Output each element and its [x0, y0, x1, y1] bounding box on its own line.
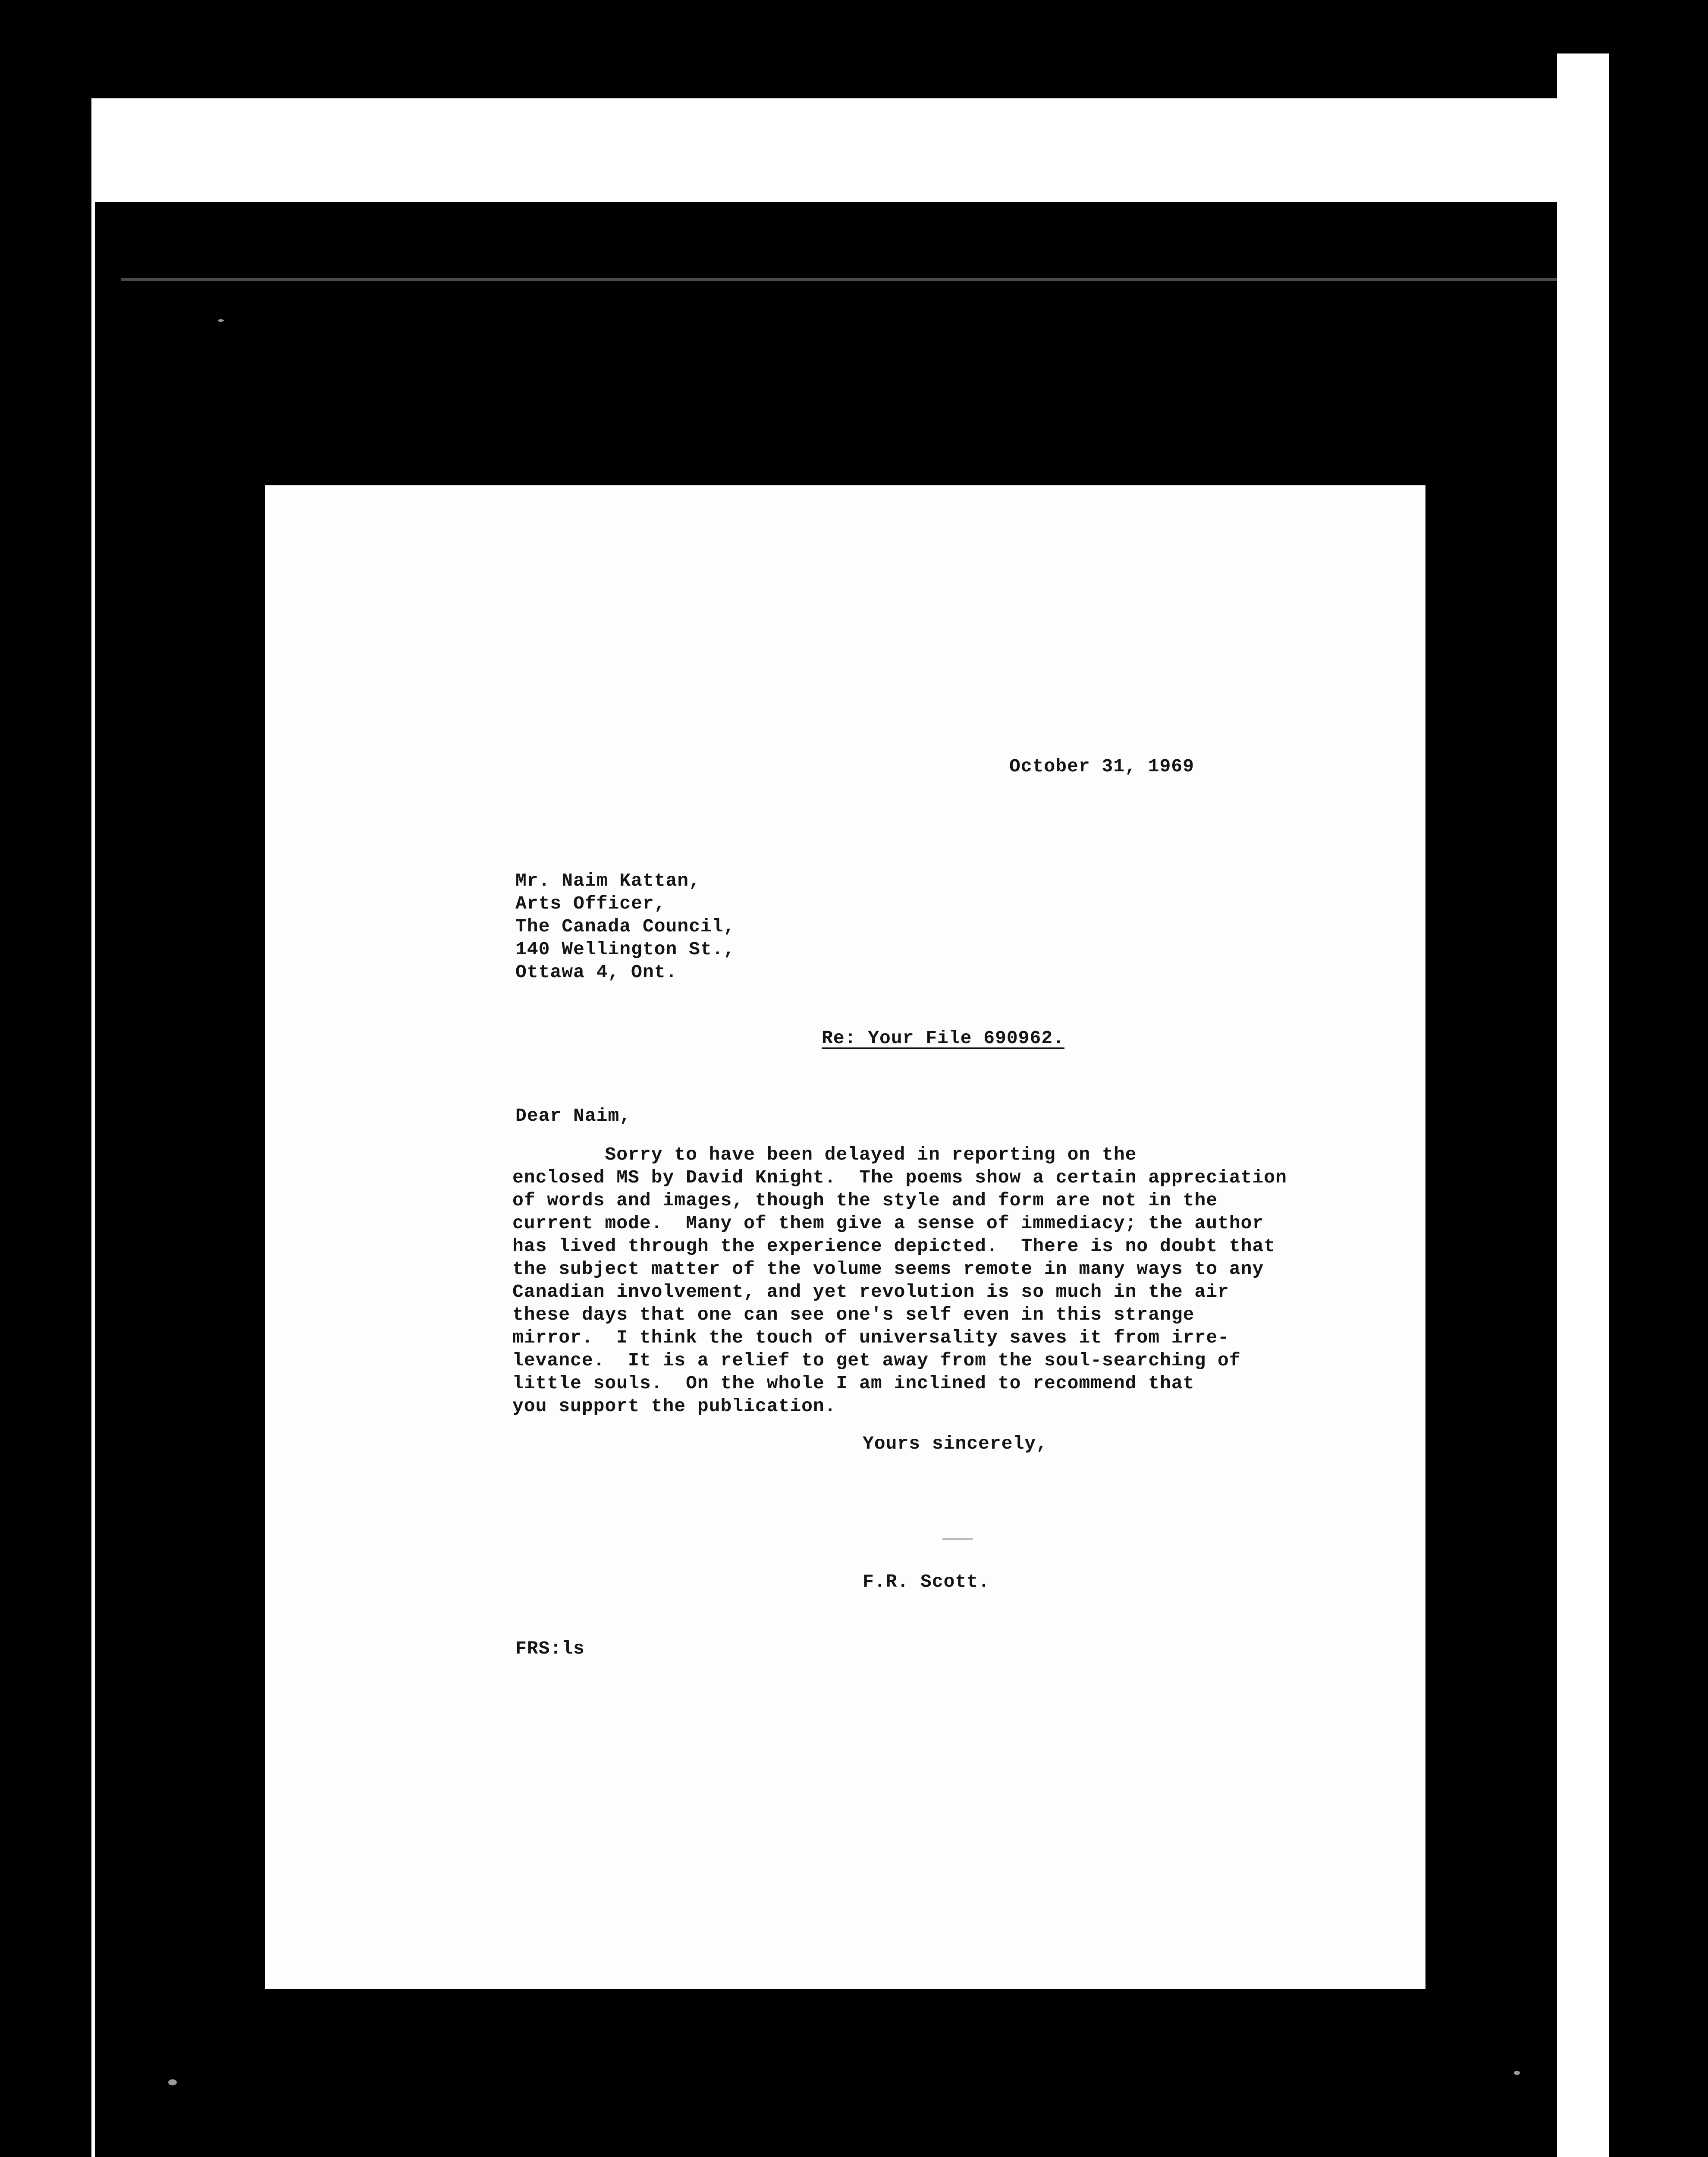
address-line: 140 Wellington St., — [515, 939, 735, 960]
body-line: these days that one can see one's self even in this strange — [512, 1304, 1195, 1325]
address-line: The Canada Council, — [515, 916, 735, 937]
body-line: Canadian involvement, and yet revolution is so much in the air — [512, 1281, 1229, 1302]
reference-line: Re: Your File 690962. — [822, 1028, 1064, 1049]
typist-initials: FRS:ls — [515, 1638, 585, 1659]
address-line: Mr. Naim Kattan, — [515, 870, 700, 891]
body-line: has lived through the experience depicted. There is no doubt that — [512, 1236, 1276, 1257]
body-line: current mode. Many of them give a sense of immediacy; the author — [512, 1213, 1264, 1234]
body-line: you support the publication. — [512, 1396, 836, 1417]
body-line: mirror. I think the touch of universality saves it from irre- — [512, 1327, 1229, 1348]
film-speck — [1514, 2071, 1520, 2075]
letter-page — [265, 485, 1425, 1989]
film-left-strip — [91, 98, 95, 2157]
body-line: enclosed MS by David Knight. The poems show a certain appreciation — [512, 1167, 1287, 1188]
address-line: Ottawa 4, Ont. — [515, 962, 678, 983]
signature-mark — [942, 1538, 973, 1540]
address-line: Arts Officer, — [515, 893, 666, 914]
film-speck — [168, 2079, 177, 2085]
body-line: levance. It is a relief to get away from the soul-searching of — [512, 1350, 1241, 1371]
letter-date: October 31, 1969 — [1009, 756, 1194, 777]
body-line: little souls. On the whole I am inclined to recommend that — [512, 1373, 1195, 1394]
film-speck — [218, 319, 224, 322]
body-line: the subject matter of the volume seems remote in many ways to any — [512, 1258, 1264, 1280]
recipient-address — [515, 869, 735, 984]
body-line: of words and images, though the style and form are not in the — [512, 1190, 1218, 1211]
film-right-band — [1557, 53, 1609, 2157]
body-line: Sorry to have been delayed in reporting on the — [512, 1144, 1137, 1165]
film-top-band — [95, 98, 1557, 202]
film-scratch — [121, 278, 1557, 281]
signatory-name: F.R. Scott. — [863, 1571, 990, 1592]
complimentary-close: Yours sincerely, — [863, 1433, 1048, 1454]
letter-body — [512, 1143, 1287, 1418]
salutation: Dear Naim, — [515, 1105, 631, 1126]
